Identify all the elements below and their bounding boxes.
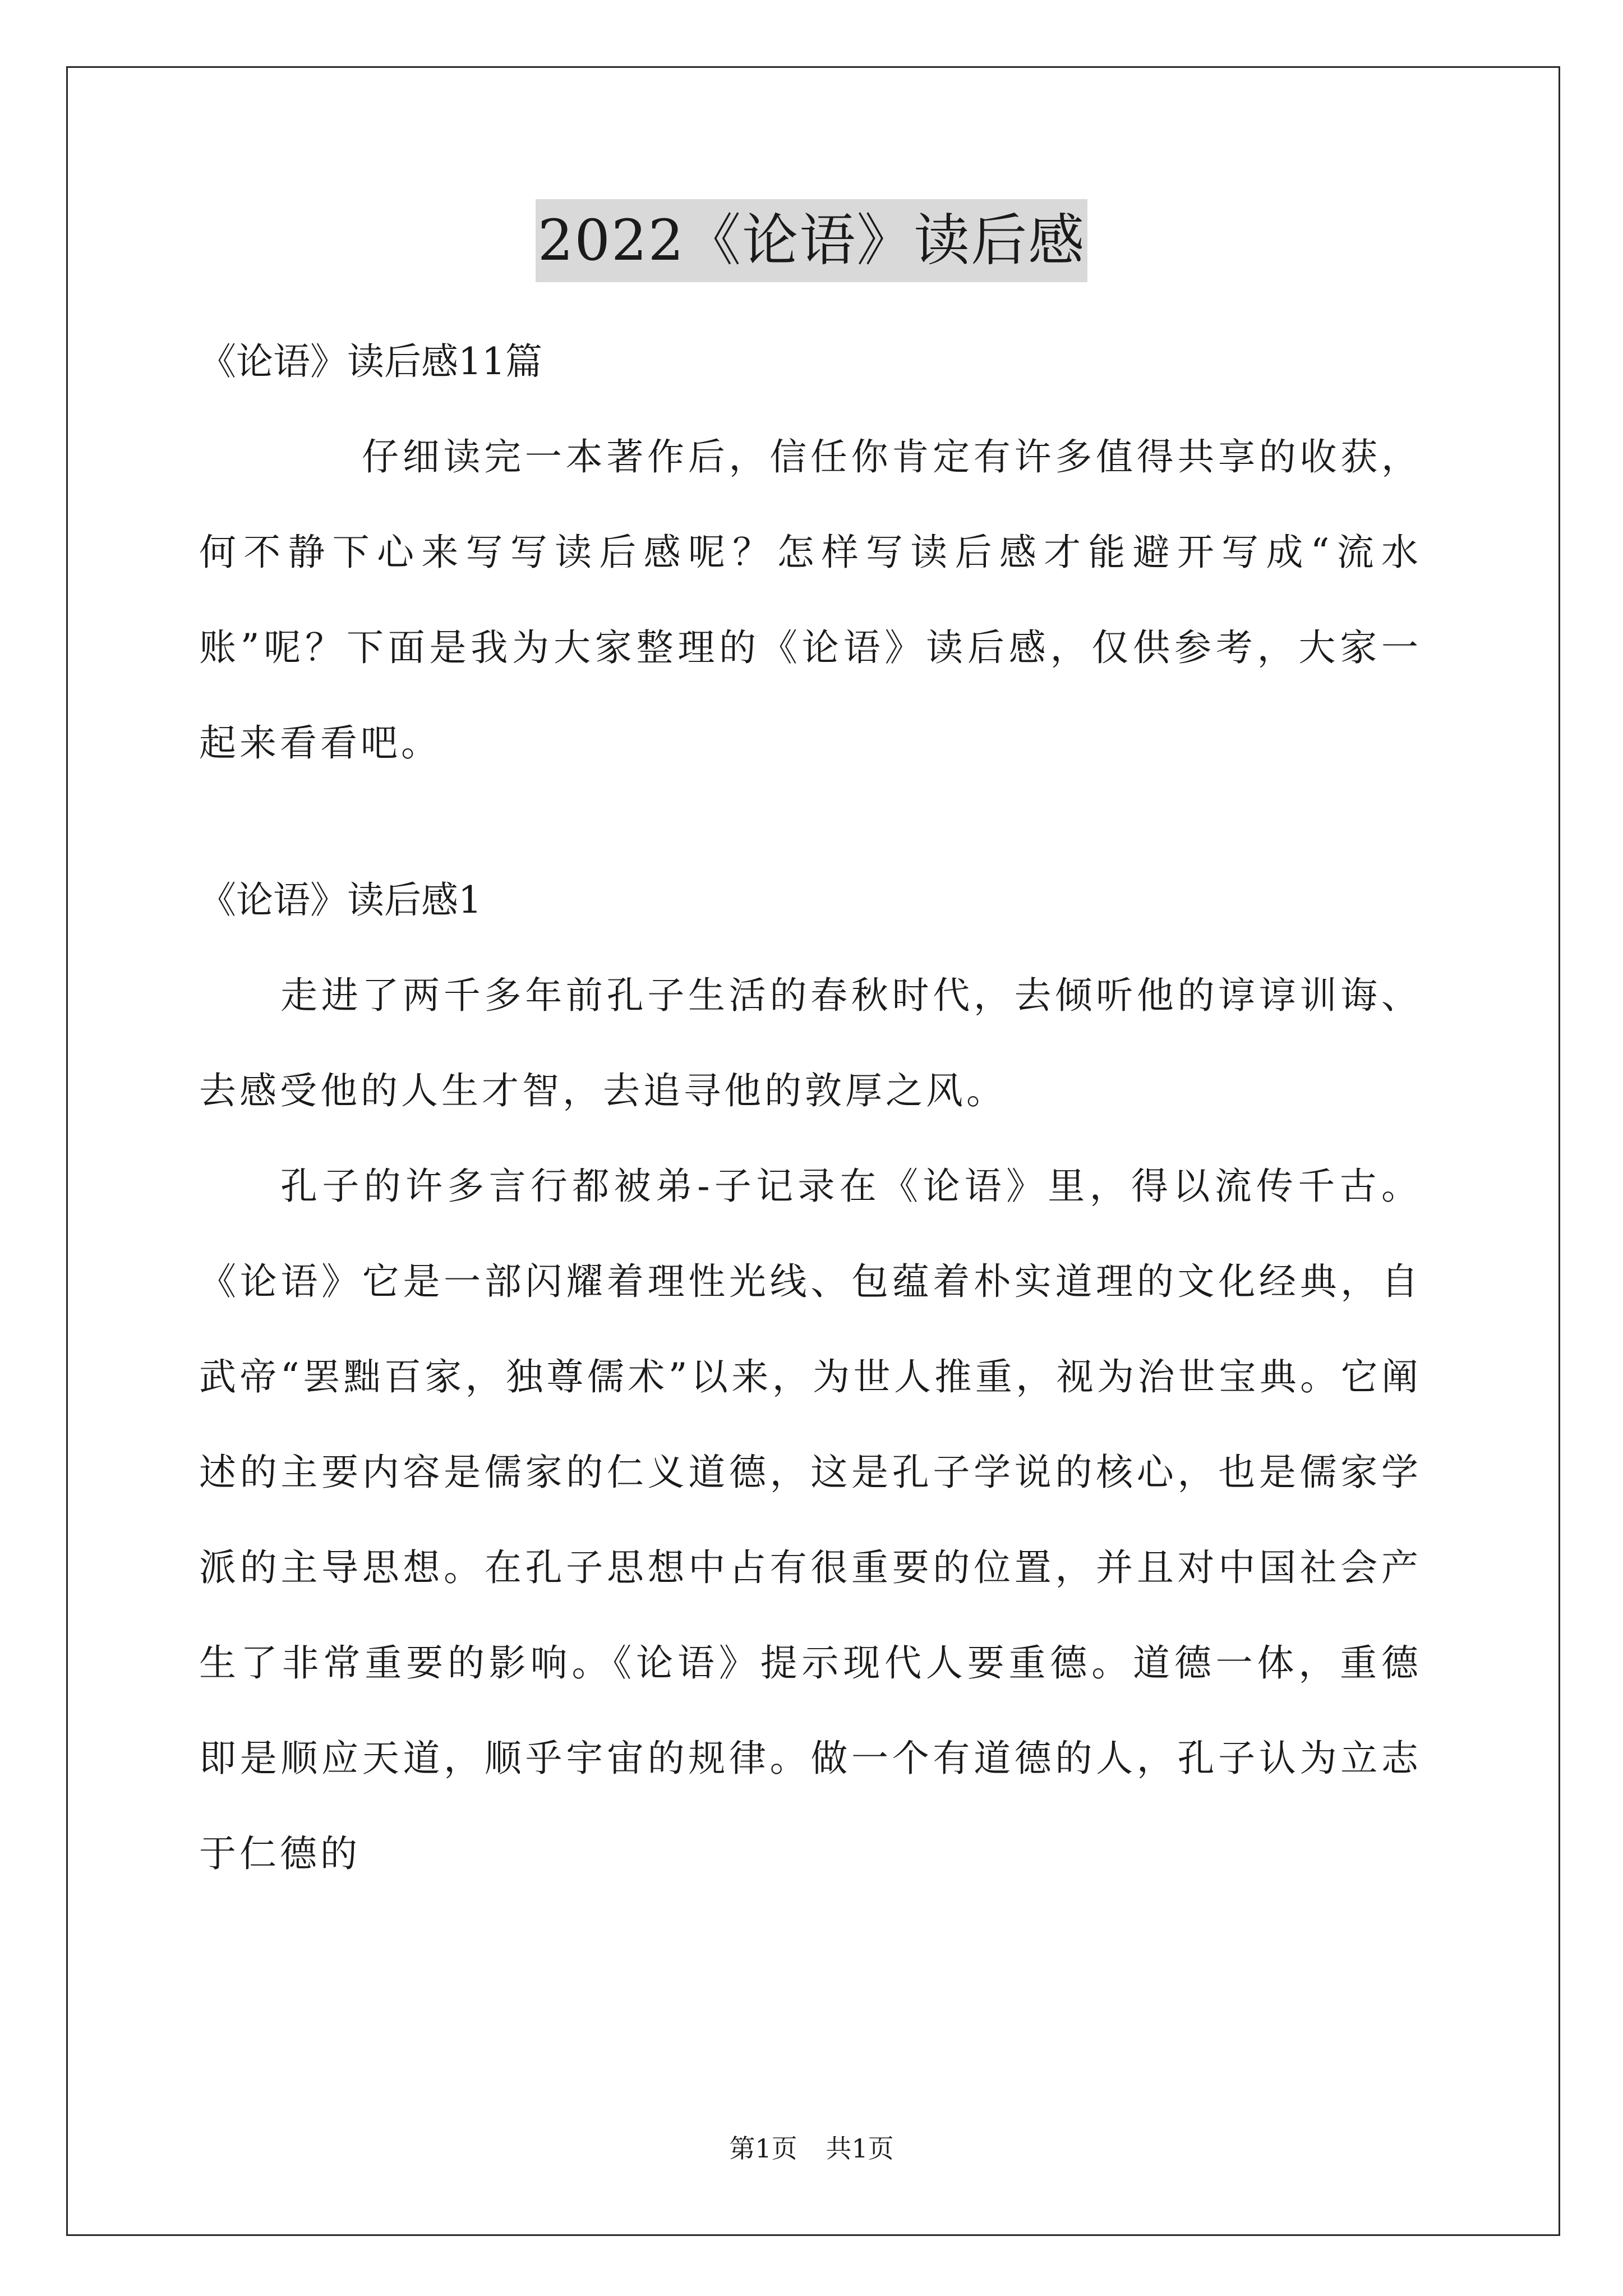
body-paragraph: 孔子的许多言行都被弟-子记录在《论语》里，得以流传千古。《论语》它是一部闪耀着理性光线、包蕴着朴实道理的文化经典，自武帝“罢黜百家，独尊儒术”以来，为世人推重，视为治世宝典。它阐述的主要内容是儒家的仁义道德，这是孔子学说的核心，也是儒家学派的主导思想。在孔子思想中占有很重要的位置，并且对中国社会产生了非常重要的影响。《论语》提示现代人要重德。道德一体，重德即是顺应天道，顺乎宇宙的规律。做一个有道德的人，孔子认为立志于仁德的 bbox=[199, 1165, 1422, 1875]
page-number: 第1页 bbox=[729, 2133, 797, 2164]
section-heading: 《论语》读后感1 bbox=[199, 878, 482, 922]
document-title: 2022《论语》读后感 bbox=[536, 199, 1088, 282]
title-container bbox=[0, 199, 1623, 282]
page-total: 共1页 bbox=[826, 2133, 894, 2164]
intro-paragraph: 仔细读完一本著作后，信任你肯定有许多值得共享的收获，何不静下心来写写读后感呢？怎样写读后感才能避开写成“流水账”呢？下面是我为大家整理的《论语》读后感，仅供参考，大家一起来看看吧。 bbox=[199, 435, 1422, 765]
page-footer bbox=[0, 2132, 1623, 2165]
spacer bbox=[199, 791, 1422, 853]
document-body bbox=[199, 314, 1422, 1902]
body-paragraph: 走进了两千多年前孔子生活的春秋时代，去倾听他的谆谆训诲、去感受他的人生才智，去追寻他的敦厚之风。 bbox=[199, 974, 1422, 1112]
document-subtitle: 《论语》读后感11篇 bbox=[199, 340, 542, 383]
